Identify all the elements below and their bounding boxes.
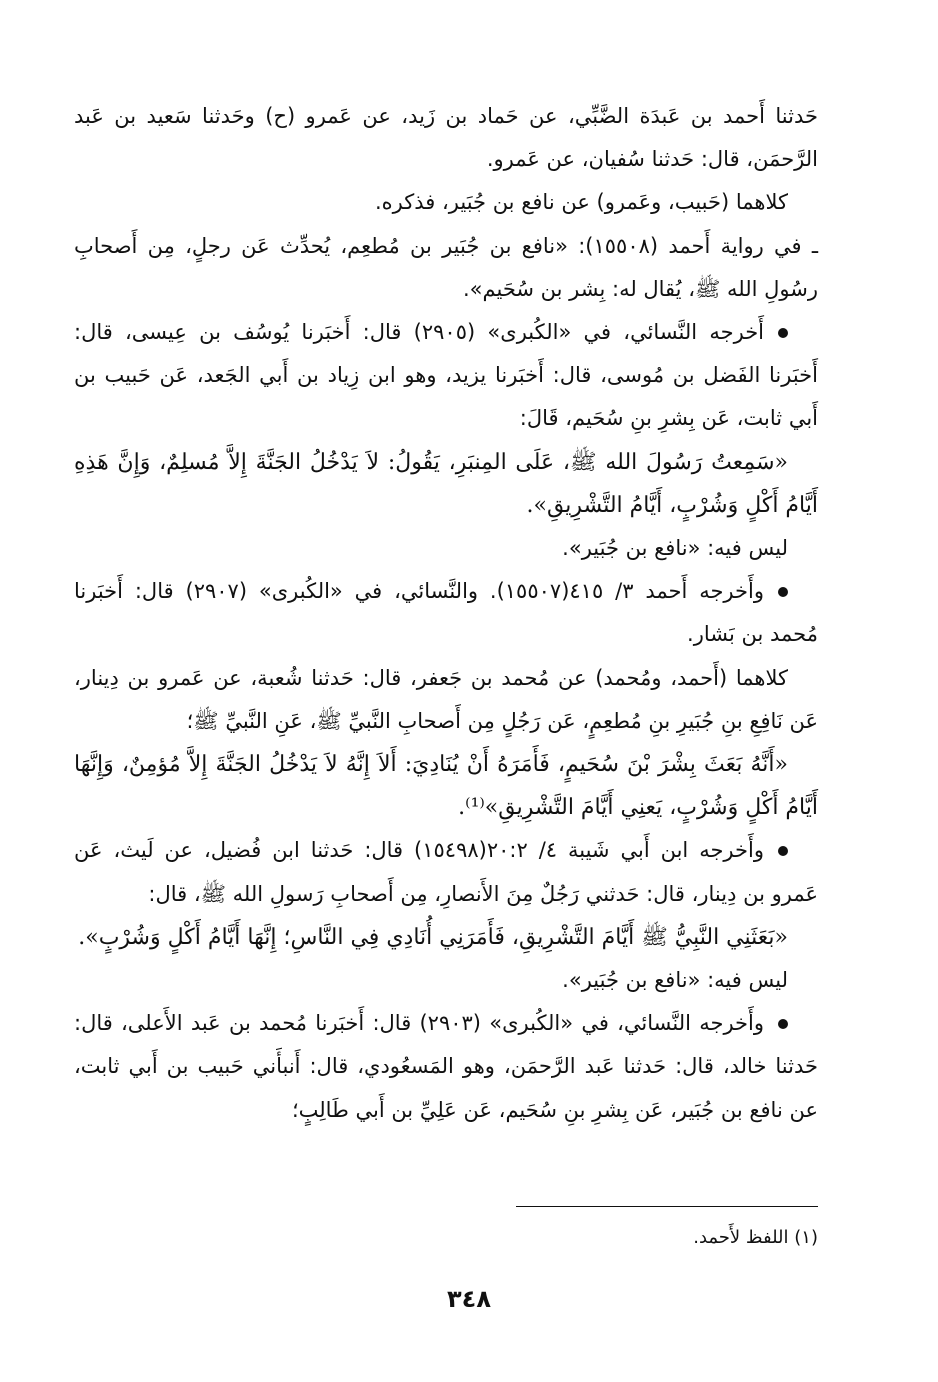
paragraph-both-muhammad: كلاهما (أَحمد، ومُحمد) عن مُحمد بن جَعفر، قال: حَدثنا شُعبة، عن عَمرو بن دِينار، عَن نَافِعِ بنِ جُبَيرِ بنِ مُطعِمٍ، عَن رَجُلٍ مِن أَصحابِ النَّبيِّ ﷺ، عَنِ النَّبيِّ ﷺ؛ [74,665,818,733]
bullet-icon [778,587,788,597]
main-text [74,95,818,1132]
paragraph-isnad-1: حَدثنا أَحمد بن عَبدَة الضَّبِّي، عن حَماد بن زَيد، عن عَمرو (ح) وحَدثنا سَعيد بن عَبد الرَّحمَن، قال: حَدثنا سُفيان، عن عَمرو. [74,104,818,172]
paragraph-text: وأَخرجه ابن أَبي شَيبة ٤/ ٢٠:٢(١٥٤٩٨) قال: حَدثنا ابن فُضيل، عن لَيث، عَن عَمرو بن دِينار، قال: حَدثني رَجُلٌ مِنَ الأَنصارِ، مِن أَصحابِ رَسولِ الله ﷺ، قال: [74,838,818,906]
paragraph-text: وأَخرجه النَّسائي، في «الكُبرى» (٢٩٠٣) قال: أَخبَرنا مُحمد بن عَبد الأَعلى، قال: حَدثنا خالد، قال: حَدثنا عَبد الرَّحمَن، وهو المَسعُودي، قال: أَنبأَني حَبيب بن أَبي ثابت، عن نافع بن جُبَير، عَن بِشرِ بنِ سُحَيم، عَن عَلِيِّ بن أَبي طَالِبٍ؛ [74,1011,818,1122]
hadith-quote-3: «بَعَثَنِي النَّبِيُّ ﷺ أَيَّامَ التَّشْرِيقِ، فَأَمَرَنِي أُنَادِي فِي النَّاسِ؛ إِنَّهَا أَيَّامُ أَكْلٍ وَشُرْبٍ». [78,924,788,950]
paragraph-note-1: ليس فيه: «نافع بن جُبَير». [562,536,788,561]
bullet-icon [778,846,788,856]
footnote: (١) اللفظ لأَحمد. [693,1227,818,1248]
paragraph-ahmad-nasai [74,570,818,656]
hadith-quote-2: «أَنَّهُ بَعَثَ بِشْرَ بْنَ سُحَيمٍ، فَأَمَرَهُ أَنْ يُنَادِيَ: أَلاَ إِنَّهُ لاَ يَدْخُلُ الجَنَّةَ إِلاَّ مُؤمِنٌ، وَإِنَّهَا أَيَّامُ أَكْلٍ وَشُرْبٍ، يَعنِي أَيَّامَ التَّشْرِيقِ»⁽¹⁾. [74,752,818,821]
bullet-icon [778,1019,788,1029]
paragraph-ibn-abi-shayba [74,829,818,915]
page-number: ٣٤٨ [447,1285,491,1313]
paragraph-text: أَخرجه النَّسائي، في «الكُبرى» (٢٩٠٥) قال: أَخبَرنا يُوسُف بن عِيسى، قال: أَخبَرنا الفَضل بن مُوسى، قال: أَخبَرنا يزيد، وهو ابن زِياد بن أَبي الجَعد، عَن حَبيب بن أَبي ثابت، عَن بِشرِ بنِ سُحَيم، قَالَ: [74,320,818,431]
paragraph-note-2: ليس فيه: «نافع بن جُبَير». [562,968,788,993]
paragraph-ahmad-variant: ـ في رواية أَحمد (١٥٥٠٨): «نافع بن جُبَير بن مُطعِم، يُحدِّث عَن رجلٍ، مِن أَصحابِ رسُولِ الله ﷺ، يُقال له: بِشر بن سُحَيم». [74,233,818,301]
footnote-divider [516,1206,818,1207]
bullet-icon [778,328,788,338]
paragraph-both-narrators: كلاهما (حَبيب، وعَمرو) عن نافع بن جُبَير، فذكره. [375,190,788,215]
paragraph-nasai-5 [74,311,818,441]
paragraph-text: وأَخرجه أَحمد ٣/ ٤١٥(١٥٥٠٧). والنَّسائي، في «الكُبرى» (٢٩٠٧) قال: أَخبَرنا مُحمد بن بَشار. [74,579,818,647]
hadith-quote-1: «سَمِعتُ رَسُولَ الله ﷺ، عَلَى المِنبَرِ، يَقُولُ: لاَ يَدْخُلُ الجَنَّةَ إِلاَّ مُسلِمٌ، وَإِنَّ هَذِهِ أَيَّامُ أَكْلٍ وَشُرْبٍ، أَيَّامُ التَّشْرِيقِ». [74,449,818,518]
paragraph-nasai-3 [74,1002,818,1132]
